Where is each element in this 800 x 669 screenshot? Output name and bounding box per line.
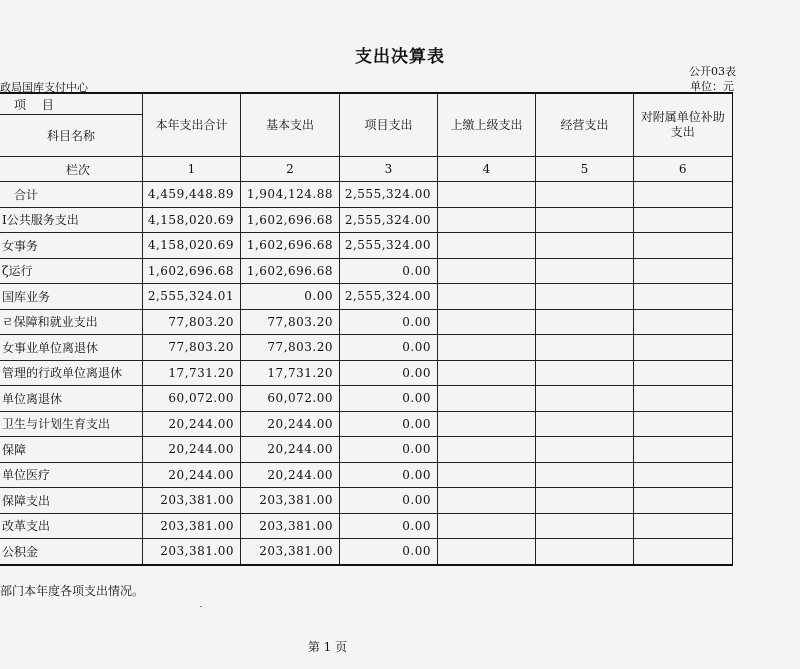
table-row xyxy=(0,335,733,361)
lanci-number: 5 xyxy=(536,157,634,182)
cell-basic: 20,244.00 xyxy=(241,462,340,488)
row-subject-name: 女事业单位离退休 xyxy=(0,335,143,361)
cell-c4 xyxy=(438,437,536,463)
cell-c5 xyxy=(536,258,634,284)
cell-project: 0.00 xyxy=(340,539,438,565)
cell-c5 xyxy=(536,513,634,539)
cell-c6 xyxy=(634,207,733,233)
cell-c5 xyxy=(536,386,634,412)
cell-total: 77,803.20 xyxy=(143,309,241,335)
cell-c4 xyxy=(438,233,536,259)
page-title: 支出决算表 xyxy=(355,47,445,67)
cell-c4 xyxy=(438,309,536,335)
col-header-subsidy: 对附属单位补助支出 xyxy=(634,93,733,157)
cell-project: 2,555,324.00 xyxy=(340,233,438,259)
cell-total: 1,602,696.68 xyxy=(143,258,241,284)
cell-project: 0.00 xyxy=(340,411,438,437)
cell-c6 xyxy=(634,360,733,386)
cell-c4 xyxy=(438,488,536,514)
table-row xyxy=(0,284,733,310)
cell-project: 0.00 xyxy=(340,309,438,335)
table-row xyxy=(0,437,733,463)
organization-name: 政局国库支付中心 xyxy=(0,81,88,94)
cell-basic: 60,072.00 xyxy=(241,386,340,412)
cell-basic: 77,803.20 xyxy=(241,309,340,335)
cell-total: 4,158,020.69 xyxy=(143,207,241,233)
table-row xyxy=(0,411,733,437)
row-subject-name: 卫生与计划生育支出 xyxy=(0,411,143,437)
cell-c5 xyxy=(536,488,634,514)
cell-total: 203,381.00 xyxy=(143,513,241,539)
cell-basic: 0.00 xyxy=(241,284,340,310)
table-row xyxy=(0,386,733,412)
cell-basic: 20,244.00 xyxy=(241,437,340,463)
cell-c4 xyxy=(438,462,536,488)
col-header-project: 项目支出 xyxy=(340,93,438,157)
lanci-number: 3 xyxy=(340,157,438,182)
cell-c6 xyxy=(634,513,733,539)
cell-c5 xyxy=(536,233,634,259)
cell-total: 4,158,020.69 xyxy=(143,233,241,259)
cell-c5 xyxy=(536,309,634,335)
cell-project: 2,555,324.00 xyxy=(340,182,438,208)
row-subject-name: 公积金 xyxy=(0,539,143,565)
cell-basic: 203,381.00 xyxy=(241,539,340,565)
cell-c6 xyxy=(634,488,733,514)
cell-c6 xyxy=(634,462,733,488)
table-row xyxy=(0,258,733,284)
row-subject-name: ㄹ保障和就业支出 xyxy=(0,309,143,335)
lanci-number: 4 xyxy=(438,157,536,182)
cell-c6 xyxy=(634,233,733,259)
cell-c4 xyxy=(438,411,536,437)
cell-c4 xyxy=(438,360,536,386)
cell-c6 xyxy=(634,284,733,310)
row-subject-name: 国库业务 xyxy=(0,284,143,310)
lanci-label: 栏次 xyxy=(0,157,143,182)
row-subject-name: 单位离退休 xyxy=(0,386,143,412)
cell-c5 xyxy=(536,284,634,310)
cell-c5 xyxy=(536,335,634,361)
cell-basic: 77,803.20 xyxy=(241,335,340,361)
cell-project: 2,555,324.00 xyxy=(340,207,438,233)
cell-project: 2,555,324.00 xyxy=(340,284,438,310)
cell-basic: 20,244.00 xyxy=(241,411,340,437)
scan-mark xyxy=(200,606,202,607)
cell-total: 20,244.00 xyxy=(143,437,241,463)
cell-project: 0.00 xyxy=(340,513,438,539)
cell-c6 xyxy=(634,386,733,412)
col-header-basic: 基本支出 xyxy=(241,93,340,157)
page-number: 第 1 页 xyxy=(307,640,348,654)
row-subject-name: 管理的行政单位离退休 xyxy=(0,360,143,386)
row-subject-name: 改革支出 xyxy=(0,513,143,539)
cell-c4 xyxy=(438,182,536,208)
cell-project: 0.00 xyxy=(340,437,438,463)
cell-c4 xyxy=(438,386,536,412)
cell-c5 xyxy=(536,182,634,208)
cell-total: 2,555,324.01 xyxy=(143,284,241,310)
item-label: 项 目 xyxy=(0,93,143,115)
cell-basic: 1,602,696.68 xyxy=(241,207,340,233)
cell-c4 xyxy=(438,513,536,539)
row-subject-name: 合计 xyxy=(0,182,143,208)
cell-total: 20,244.00 xyxy=(143,462,241,488)
row-subject-name: 女事务 xyxy=(0,233,143,259)
cell-c5 xyxy=(536,411,634,437)
cell-total: 203,381.00 xyxy=(143,488,241,514)
cell-c6 xyxy=(634,258,733,284)
cell-project: 0.00 xyxy=(340,386,438,412)
col-header-total: 本年支出合计 xyxy=(143,93,241,157)
table-row xyxy=(0,207,733,233)
cell-c6 xyxy=(634,411,733,437)
cell-c6 xyxy=(634,182,733,208)
lanci-number: 1 xyxy=(143,157,241,182)
cell-c4 xyxy=(438,335,536,361)
cell-basic: 1,904,124.88 xyxy=(241,182,340,208)
cell-c6 xyxy=(634,335,733,361)
cell-c5 xyxy=(536,462,634,488)
cell-total: 20,244.00 xyxy=(143,411,241,437)
cell-c4 xyxy=(438,539,536,565)
table-row xyxy=(0,539,733,565)
table-row xyxy=(0,233,733,259)
col-header-remit-superior: 上缴上级支出 xyxy=(438,93,536,157)
lanci-number: 6 xyxy=(634,157,733,182)
cell-project: 0.00 xyxy=(340,360,438,386)
cell-total: 17,731.20 xyxy=(143,360,241,386)
cell-c6 xyxy=(634,309,733,335)
cell-basic: 1,602,696.68 xyxy=(241,258,340,284)
table-row xyxy=(0,309,733,335)
table-row xyxy=(0,488,733,514)
row-subject-name: 单位医疗 xyxy=(0,462,143,488)
cell-basic: 1,602,696.68 xyxy=(241,233,340,259)
cell-total: 60,072.00 xyxy=(143,386,241,412)
form-code: 公开03表 xyxy=(689,65,736,78)
cell-total: 4,459,448.89 xyxy=(143,182,241,208)
cell-c4 xyxy=(438,258,536,284)
cell-c5 xyxy=(536,360,634,386)
cell-c4 xyxy=(438,207,536,233)
table-row xyxy=(0,360,733,386)
expenditure-table xyxy=(0,92,733,566)
cell-project: 0.00 xyxy=(340,462,438,488)
cell-c6 xyxy=(634,437,733,463)
cell-project: 0.00 xyxy=(340,258,438,284)
cell-basic: 203,381.00 xyxy=(241,513,340,539)
row-subject-name: 保障 xyxy=(0,437,143,463)
cell-c5 xyxy=(536,437,634,463)
cell-total: 203,381.00 xyxy=(143,539,241,565)
unit-label: 单位：元 xyxy=(690,80,734,93)
table-row xyxy=(0,182,733,208)
cell-c4 xyxy=(438,284,536,310)
expenditure-table-wrapper xyxy=(0,92,733,570)
cell-project: 0.00 xyxy=(340,335,438,361)
column-number-row xyxy=(0,157,733,182)
row-subject-name: 保障支出 xyxy=(0,488,143,514)
cell-c5 xyxy=(536,207,634,233)
cell-basic: 17,731.20 xyxy=(241,360,340,386)
cell-c6 xyxy=(634,539,733,565)
table-row xyxy=(0,462,733,488)
subject-label: 科目名称 xyxy=(0,115,143,157)
row-subject-name: ζ运行 xyxy=(0,258,143,284)
header-row-top xyxy=(0,93,733,115)
cell-project: 0.00 xyxy=(340,488,438,514)
col-header-operating: 经营支出 xyxy=(536,93,634,157)
cell-total: 77,803.20 xyxy=(143,335,241,361)
table-note: 部门本年度各项支出情况。 xyxy=(0,584,145,598)
row-subject-name: Ⅰ公共服务支出 xyxy=(0,207,143,233)
table-row xyxy=(0,513,733,539)
cell-c5 xyxy=(536,539,634,565)
cell-basic: 203,381.00 xyxy=(241,488,340,514)
lanci-number: 2 xyxy=(241,157,340,182)
